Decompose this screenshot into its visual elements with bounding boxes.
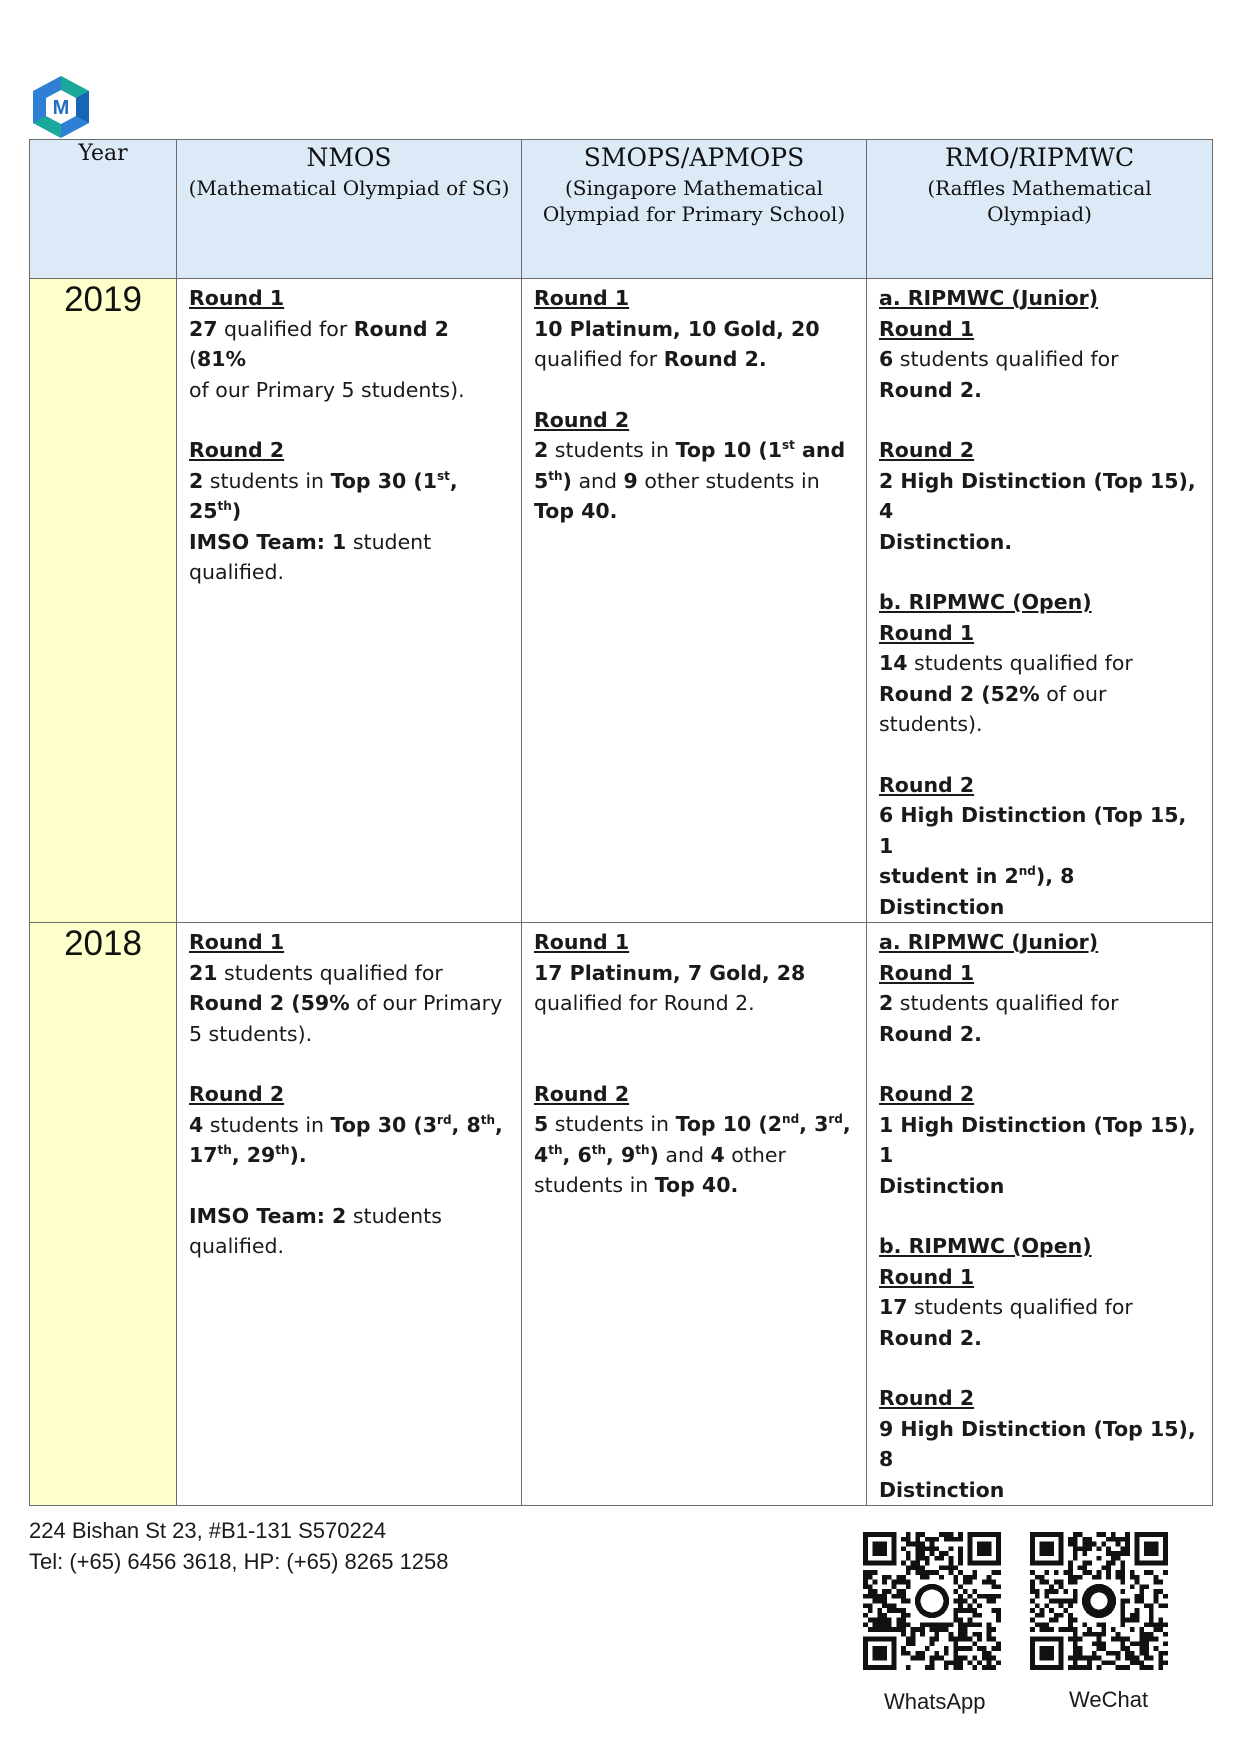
table-row <box>30 923 1213 1506</box>
smops-cell: Round 1 10 Platinum, 10 Gold, 20 qualified for Round 2. Round 2 2 students in Top 10 (1st and 5th) and 9 other students in Top 40. <box>522 279 867 923</box>
wechat-qr-code[interactable] <box>1030 1532 1168 1670</box>
header-rmo: RMO/RIPMWC (Raffles Mathematical Olympiad) <box>867 140 1213 279</box>
whatsapp-qr-code[interactable] <box>863 1532 1001 1670</box>
table-row <box>30 279 1213 923</box>
year-cell: 2018 <box>30 923 177 1506</box>
address-text: 224 Bishan St 23, #B1-131 S570224 <box>29 1518 387 1543</box>
header-year: Year <box>30 140 177 279</box>
smops-cell: Round 1 17 Platinum, 7 Gold, 28 qualified for Round 2. Round 2 5 students in Top 10 (2nd, 3rd, 4th, 6th, 9th) and 4 other students in Top 40. <box>522 923 867 1506</box>
whatsapp-label: WhatsApp <box>884 1689 986 1714</box>
wechat-label: WeChat <box>1069 1687 1149 1712</box>
nmos-cell: Round 1 27 qualified for Round 2 (81% of our Primary 5 students). Round 2 2 students in Top 30 (1st, 25th) IMSO Team: 1 student qualified. <box>177 279 522 923</box>
header-nmos: NMOS (Mathematical Olympiad of SG) <box>177 140 522 279</box>
header-smops: SMOPS/APMOPS (Singapore Mathematical Olympiad for Primary School) <box>522 140 867 279</box>
rmo-cell: a. RIPMWC (Junior) Round 1 2 students qualified for Round 2. Round 2 1 High Distinction (Top 15), 1 Distinction b. RIPMWC (Open) Round 1 17 students qualified for Round 2. Round 2 9 High Distinction (Top 15), 8 Distinction <box>867 923 1213 1506</box>
table-header-row <box>30 140 1213 279</box>
footer-contact <box>29 1515 449 1577</box>
nmos-cell: Round 1 21 students qualified for Round 2 (59% of our Primary 5 students). Round 2 4 students in Top 30 (3rd, 8th, 17th, 29th). IMSO Team: 2 students qualified. <box>177 923 522 1506</box>
rmo-cell: a. RIPMWC (Junior) Round 1 6 students qualified for Round 2. Round 2 2 High Distinction (Top 15), 4 Distinction. b. RIPMWC (Open) Round 1 14 students qualified for Round 2 (52% of our students). Round 2 6 High Distinction (Top 15, 1 student in 2nd), 8 Distinction <box>867 279 1213 923</box>
phone-text: Tel: (+65) 6456 3618, HP: (+65) 8265 1258 <box>29 1549 449 1574</box>
company-logo <box>30 74 92 140</box>
svg-text:M: M <box>52 97 70 119</box>
year-cell: 2019 <box>30 279 177 923</box>
results-table <box>29 139 1213 1506</box>
